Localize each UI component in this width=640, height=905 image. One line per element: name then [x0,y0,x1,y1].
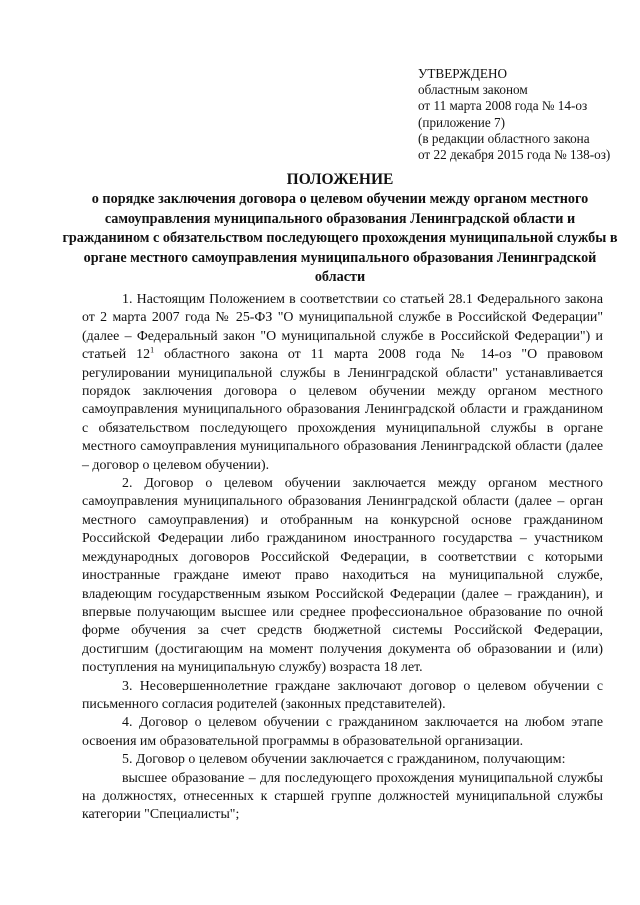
approval-line: областным законом [418,82,528,98]
approval-stamp [418,66,610,163]
paragraph-4: 4. Договор о целевом обучении с гражданином заключается на любом этапе освоения им образовательной программы в образовательной организации. [82,715,603,749]
paragraph-1-text: 1. Настоящим Положением в соответствии со статьей 28.1 Федерального закона от 2 марта 2007 года № 25-ФЗ "О муниципальной службе в Российской Федерации" (далее – Федеральный закон "О муниципальной службе в Российской Федерации") и статьей 12 [82,292,603,363]
document-body [82,291,603,825]
paragraph-1 [82,291,603,475]
document-title: ПОЛОЖЕНИЕ [286,171,394,188]
superscript: 1 [150,345,155,355]
paragraph-5: 5. Договор о целевом обучении заключается с гражданином, получающим: [122,752,566,768]
approval-line: от 11 марта 2008 года № 14-оз [418,98,588,114]
paragraph-1-text-cont: областного закона от 11 марта 2008 года № 14-оз "О правовом регулировании муниципальной службы в Ленинградской области" устанавливается порядок заключения договора о целевом обучении между органом местного самоуправления муниципального образования Ленинградской области и гражданином с обязательством последующего прохождения муниципальной службы в органе местного самоуправления муниципального образования Ленинградской области (далее – договор о целевом обучении). [82,347,603,473]
paragraph-3: 3. Несовершеннолетние граждане заключают договор о целевом обучении с письменного согласия родителей (законных представителей). [82,678,603,712]
approval-line: (приложение 7) [418,114,505,130]
approval-line: от 22 декабря 2015 года № 138-оз) [418,147,611,163]
paragraph-6: высшее образование – для последующего прохождения муниципальной службы на должностях, отнесенных к старшей группе должностей муниципальной службы категории "Специалисты"; [82,770,603,823]
approval-line: (в редакции областного закона [418,130,590,146]
approval-line: УТВЕРЖДЕНО [418,66,508,81]
paragraph-2: 2. Договор о целевом обучении заключается между органом местного самоуправления муниципального образования Ленинградской области (далее – орган местного самоуправления) и отобранным на конкурсной основе гражданином Российской Федерации либо гражданином иностранного государства – участником международных договоров Российской Федерации, в соответствии с которыми иностранные граждане имеют право находиться на муниципальной службе, владеющим государственным языком Российской Федерации (далее – гражданин), и впервые получающим высшее или среднее профессиональное образование по очной форме обучения за счет средств бюджетной системы Российской Федерации, достигшим (достигающим на момент получения документа об образовании и (или) поступления на муниципальную службу) возраста 18 лет. [82,476,603,676]
title-block [60,170,620,288]
document-subtitle: о порядке заключения договора о целевом обучении между органом местного самоуправления муниципального образования Ленинградской области и гражданином с обязательством последующего прохождения муниципальной службы в органе местного самоуправления муниципального образования Ленинградской области [62,191,618,286]
